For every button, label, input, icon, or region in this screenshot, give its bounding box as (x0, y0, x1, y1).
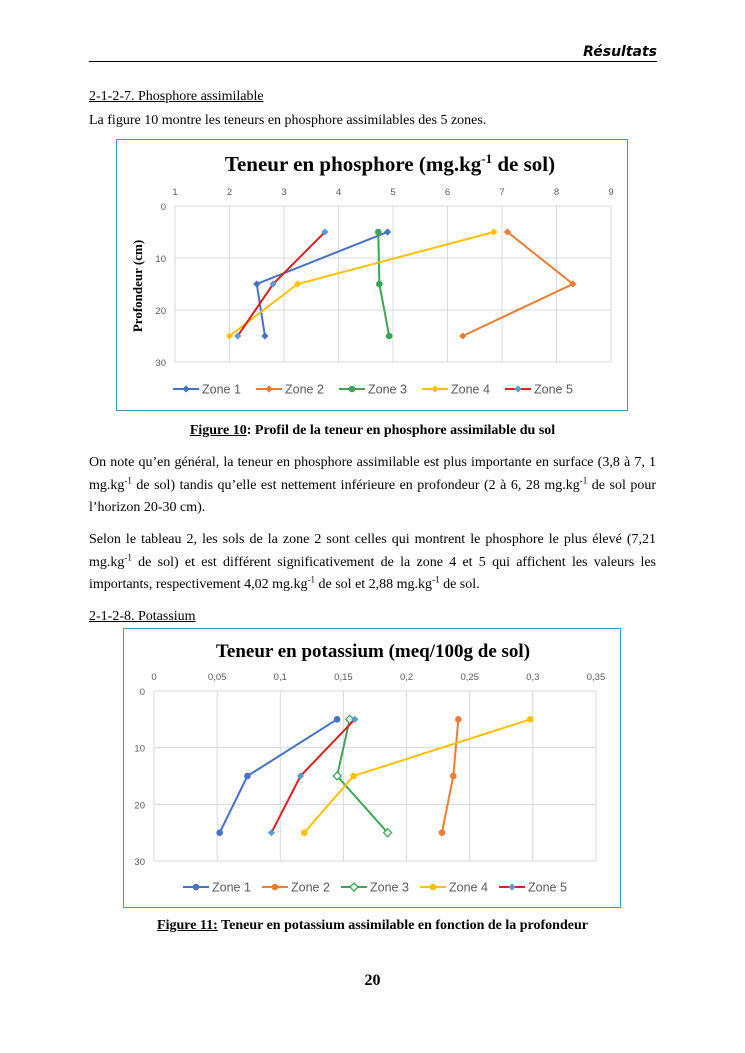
x-tick-label: 7 (499, 187, 505, 198)
legend-label-zone-3: Zone 3 (370, 880, 409, 895)
paragraph-phosphore-depth: On note qu’en général, la teneur en phosphore assimilable est plus importante en surface (3,8 à 7, 1 $mg.kg^{-1}$ de sol) tandis qu’elle est nettement inférieure en profondeur (2 à 6, 28 $mg.kg^{-1}$ de sol pour l’horizon 20-30 cm). (89, 455, 656, 515)
data-point-zone-1 (261, 332, 268, 339)
chart-legend (173, 383, 573, 397)
data-point-zone-5 (268, 829, 275, 836)
legend-label-zone-1: Zone 1 (202, 382, 241, 397)
figure-10-caption: Figure 10: Profil de la teneur en phosphore assimilable du sol (189, 423, 556, 438)
chart-title: Teneur en phosphore ($mg.kg^{-1}$ de sol) (224, 151, 556, 176)
figure-11-caption: Figure 11: Teneur en potassium assimilable en fonction de la profondeur (157, 918, 588, 933)
header-title: Résultats (583, 44, 657, 60)
data-point-zone-1 (244, 773, 251, 780)
y-tick-label: 0 (139, 687, 145, 698)
data-point-zone-3 (386, 333, 393, 340)
section-heading-phosphore: 2-1-2-7. Phosphore assimilable (89, 89, 264, 104)
data-point-zone-1 (253, 280, 260, 287)
data-point-zone-2 (439, 829, 446, 836)
section-heading-potassium: 2-1-2-8. Potassium (89, 609, 196, 624)
x-tick-label: 5 (390, 187, 396, 198)
legend-label-zone-4: Zone 4 (449, 880, 488, 895)
x-tick-label: 9 (608, 187, 614, 198)
figure-10-chart (116, 139, 628, 411)
legend-marker-zone-3 (349, 386, 356, 393)
legend-marker-zone-4 (431, 385, 438, 392)
data-point-zone-3 (375, 229, 382, 236)
series-line-zone-4 (230, 232, 494, 336)
series-line-zone-3 (337, 719, 388, 832)
legend-label-zone-2: Zone 2 (291, 880, 330, 895)
intro-paragraph: La figure 10 montre les teneurs en phosphore assimilables des 5 zones. (89, 113, 487, 128)
x-tick-label: 0,1 (273, 672, 287, 683)
data-point-zone-4 (301, 829, 308, 836)
x-tick-label: 0,35 (586, 672, 606, 683)
data-point-zone-4 (350, 773, 357, 780)
x-tick-label: 2 (226, 187, 233, 198)
legend-marker-zone-4 (430, 884, 437, 891)
legend-marker-zone-3 (350, 883, 358, 891)
series-line-zone-5 (271, 719, 354, 832)
potassium-chart-svg (124, 629, 620, 907)
x-tick-label: 8 (553, 187, 560, 198)
x-tick-label: 0,05 (207, 672, 227, 683)
legend-marker-zone-5 (508, 883, 515, 890)
y-tick-label: 0 (160, 202, 166, 213)
x-tick-label: 3 (281, 187, 287, 198)
legend-label-zone-2: Zone 2 (285, 382, 324, 397)
legend-marker-zone-2 (265, 385, 272, 392)
legend-label-zone-4: Zone 4 (451, 382, 490, 397)
x-tick-label: 4 (335, 187, 342, 198)
chart-legend (183, 881, 567, 895)
data-point-zone-1 (384, 228, 391, 235)
legend-label-zone-3: Zone 3 (368, 382, 407, 397)
x-tick-label: 0 (151, 672, 157, 683)
data-point-zone-4 (527, 716, 534, 723)
legend-label-zone-5: Zone 5 (534, 382, 573, 397)
y-tick-label: 10 (155, 254, 166, 265)
x-tick-label: 0,15 (334, 672, 353, 683)
y-tick-label: 30 (155, 358, 166, 369)
data-point-zone-4 (490, 228, 497, 235)
data-point-zone-3 (376, 281, 383, 288)
y-axis-label: Profondeur (cm) (130, 239, 145, 333)
header-rule (89, 61, 657, 62)
x-tick-label: 0,3 (526, 672, 540, 683)
x-tick-label: 0,2 (399, 672, 414, 683)
data-point-zone-2 (455, 716, 462, 723)
paragraph-zone-comparison: Selon le tableau 2, les sols de la zone 2 sont celles qui montrent le phosphore le plus élevé (7,21 $mg.kg^{-1}$ de sol) et est différent significativement de la zone 4 et 5 qui affichent les valeurs les importants, respectivement 4,02 $mg.kg^{-1}$ de sol et 2,88 $mg.kg^{-1}$ de sol. (89, 532, 656, 592)
data-point-zone-2 (459, 332, 466, 339)
legend-marker-zone-1 (182, 385, 189, 392)
y-tick-label: 20 (134, 800, 145, 812)
y-tick-label: 30 (134, 857, 145, 868)
y-tick-label: 10 (134, 743, 145, 755)
phosphore-chart-svg (117, 140, 627, 410)
x-tick-label: 1 (172, 187, 178, 198)
x-tick-label: 6 (444, 187, 451, 198)
data-point-zone-1 (216, 829, 223, 836)
y-tick-label: 20 (155, 306, 166, 317)
data-point-zone-2 (450, 773, 457, 780)
legend-label-zone-5: Zone 5 (528, 880, 567, 895)
legend-marker-zone-5 (514, 385, 521, 392)
data-point-zone-1 (334, 716, 341, 723)
page-number: 20 (364, 972, 381, 989)
x-tick-label: 0,25 (460, 672, 479, 683)
legend-label-zone-1: Zone 1 (212, 880, 251, 895)
legend-marker-zone-2 (272, 884, 279, 891)
legend-marker-zone-1 (193, 884, 200, 891)
chart-title: Teneur en potassium (meq/100g de sol) (215, 641, 531, 662)
figure-11-chart (123, 628, 621, 908)
